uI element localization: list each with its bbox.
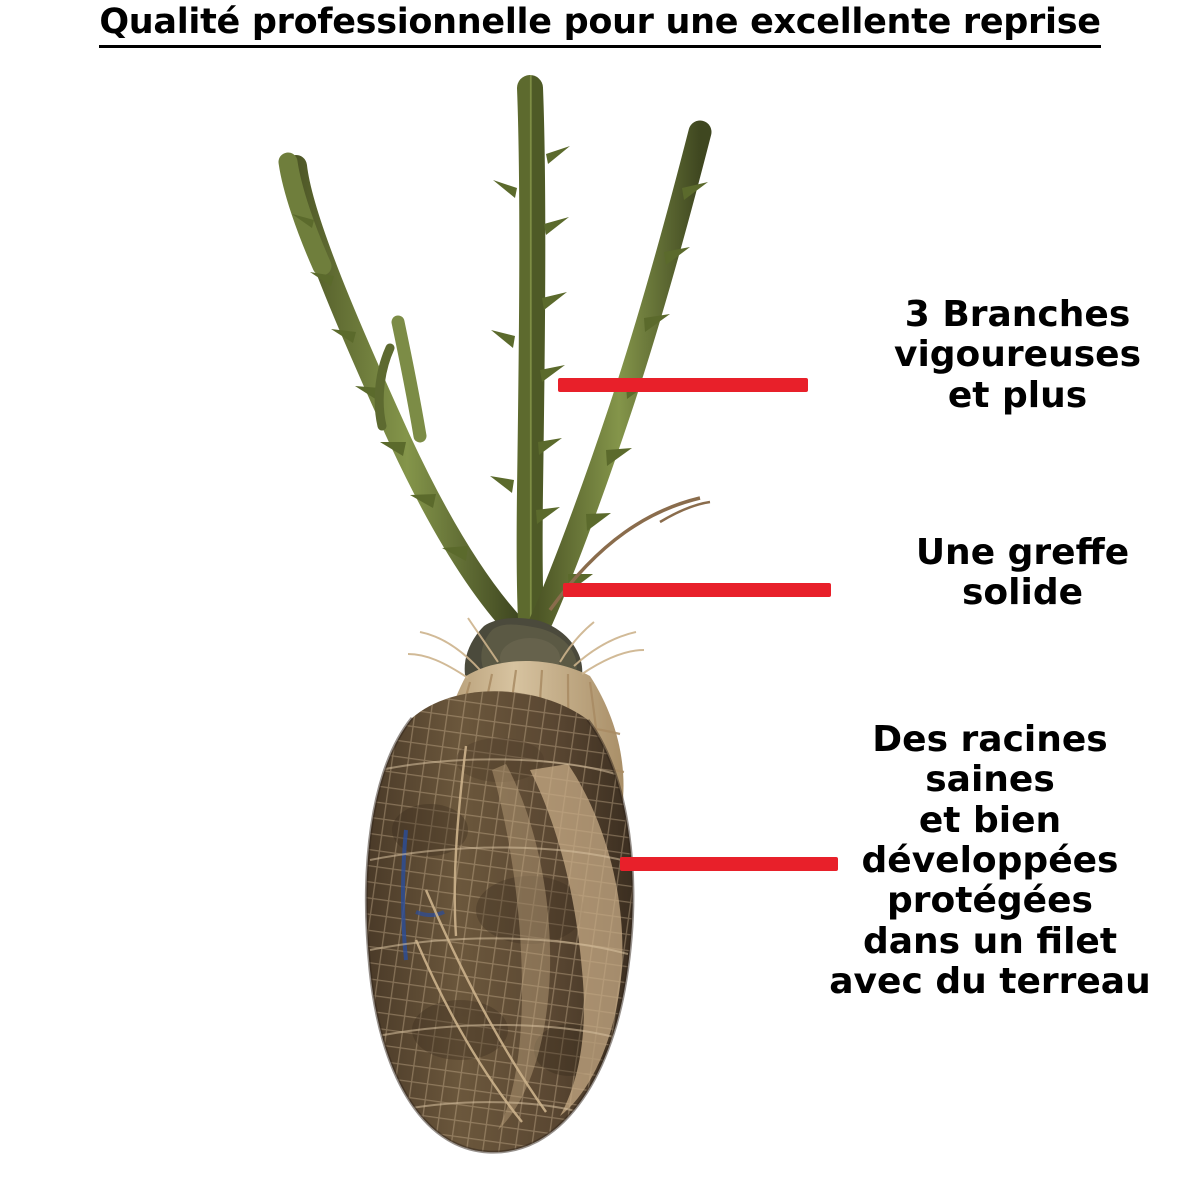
annotation-roots-line-1: Des racines [872, 719, 1108, 760]
page-title-text: Qualité professionnelle pour une excellente reprise [99, 2, 1100, 48]
leader-line-graft [563, 583, 831, 597]
annotation-roots-line-7: avec du terreau [829, 960, 1151, 1002]
annotation-branches-line-3: et plus [947, 374, 1088, 416]
annotation-branches-line-1: 3 Branches [904, 294, 1131, 335]
annotation-graft [855, 533, 1190, 614]
annotation-roots-line-4: développées [861, 839, 1119, 881]
annotation-graft-line-2: solide [961, 572, 1084, 614]
annotation-roots-line-5: protégées [887, 880, 1093, 922]
annotation-roots [790, 720, 1190, 1002]
annotation-branches [845, 295, 1190, 416]
leader-line-branches [558, 378, 808, 392]
plant-illustration [230, 70, 750, 1180]
annotation-branches-line-2: vigoureuses [893, 334, 1141, 376]
annotation-roots-line-3: et bien [918, 799, 1062, 841]
page-title [0, 2, 1200, 48]
annotation-roots-line-6: dans un filet [862, 920, 1118, 962]
annotation-graft-line-1: Une greffe [915, 532, 1130, 573]
annotation-roots-line-2: saines [925, 759, 1055, 801]
